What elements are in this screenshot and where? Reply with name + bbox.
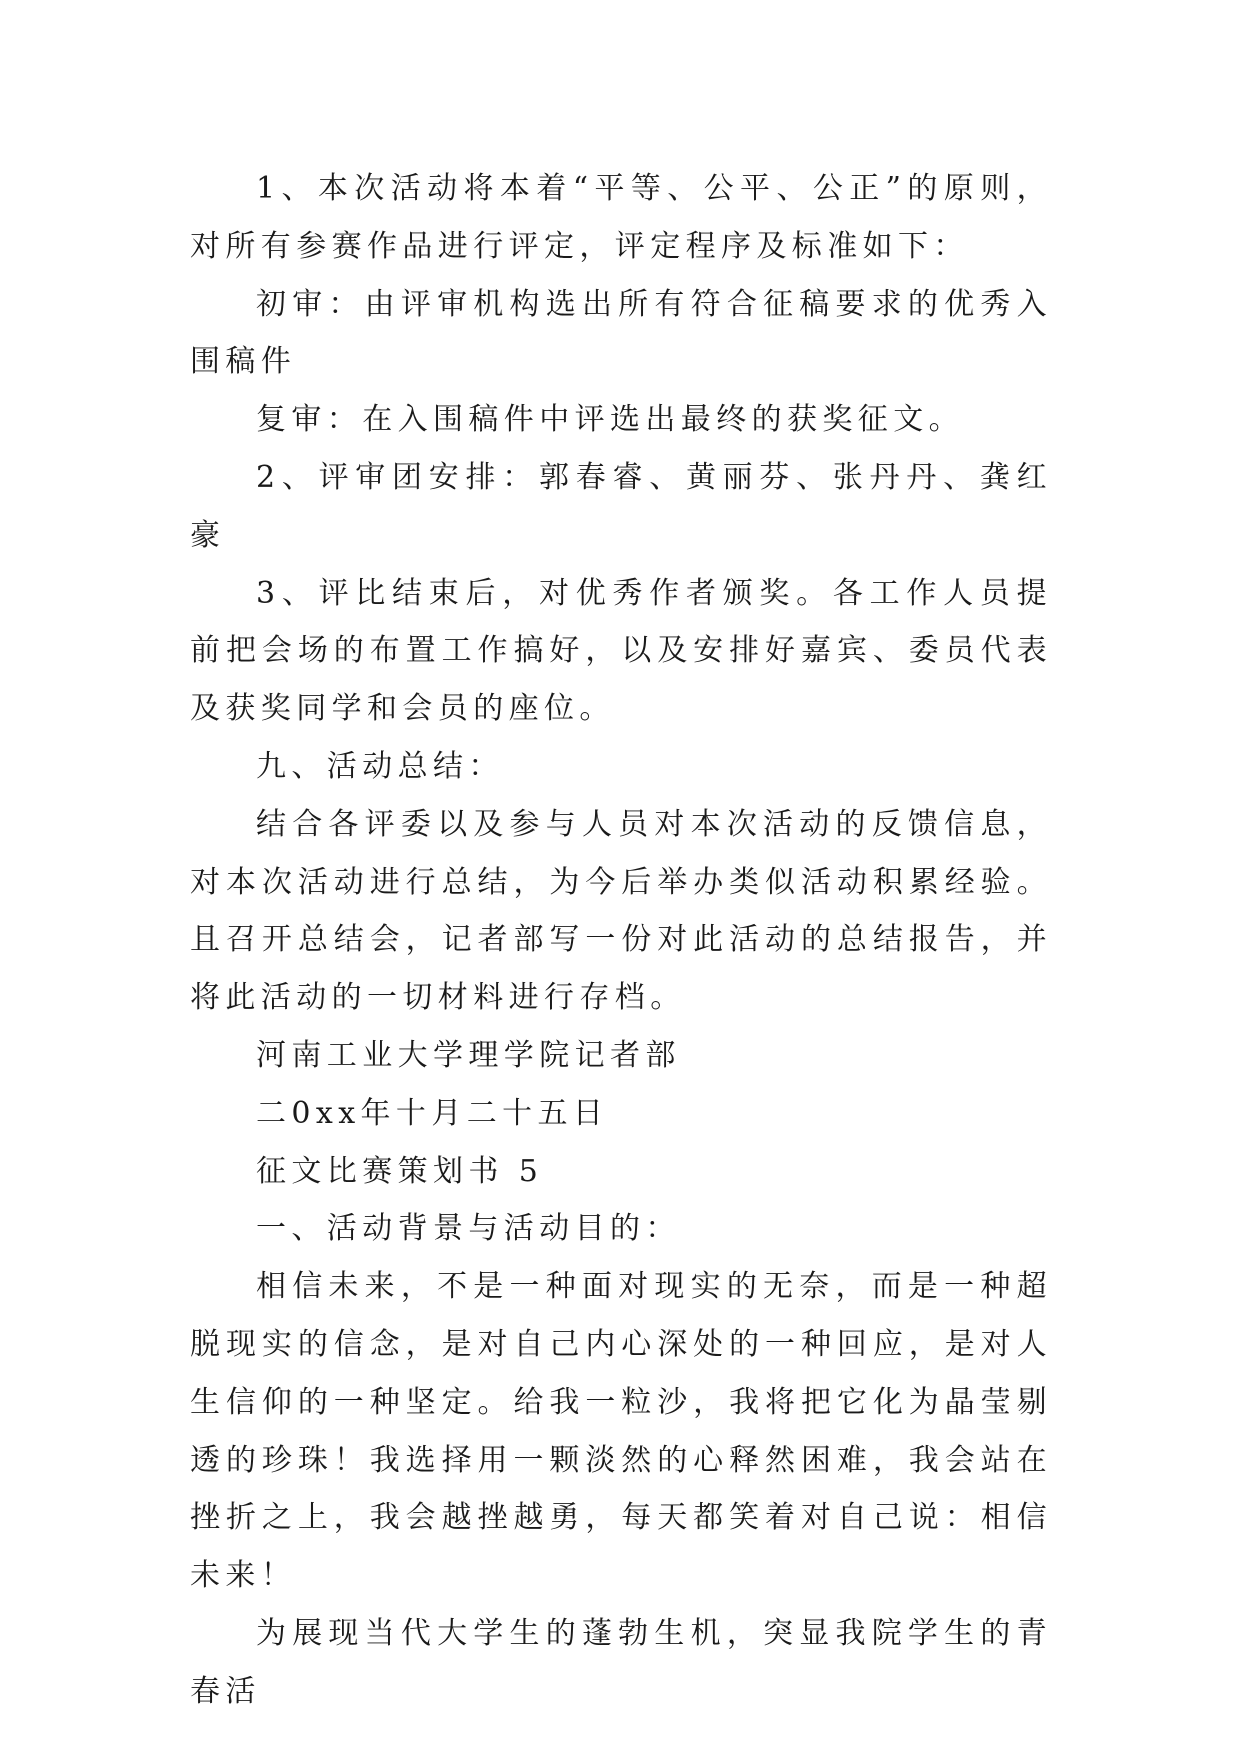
section-heading-summary: 九、活动总结： (256, 748, 504, 784)
paragraph-judging-panel: 2、评审团安排：郭春睿、黄丽芬、张丹丹、龚红豪 (190, 459, 1052, 553)
section-heading-background: 一、活动背景与活动目的： (256, 1211, 681, 1247)
paragraph-awards: 3、评比结束后，对优秀作者颁奖。各工作人员提前把会场的布置工作搞好，以及安排好嘉宾、委员代表及获奖同学和会员的座位。 (190, 575, 1052, 727)
paragraph-final-review: 复审：在入围稿件中评选出最终的获奖征文。 (256, 402, 964, 438)
paragraph-preliminary-review: 初审：由评审机构选出所有符合征稿要求的优秀入围稿件 (190, 286, 1052, 380)
signature-date: 二0xx年十月二十五日 (256, 1095, 609, 1131)
paragraph-summary: 结合各评委以及参与人员对本次活动的反馈信息，对本次活动进行总结，为今后举办类似活动积累经验。且召开总结会，记者部写一份对此活动的总结报告，并将此活动的一切材料进行存档。 (190, 806, 1052, 1016)
signature-organization: 河南工业大学理学院记者部 (256, 1037, 681, 1073)
document-title: 征文比赛策划书 5 (256, 1153, 544, 1189)
paragraph-purpose: 为展现当代大学生的蓬勃生机，突显我院学生的青春活 (190, 1615, 1052, 1709)
document-body (190, 160, 1052, 1721)
paragraph-evaluation-principle: 1、本次活动将本着“平等、公平、公正”的原则，对所有参赛作品进行评定，评定程序及标准如下： (190, 171, 1052, 264)
paragraph-background: 相信未来，不是一种面对现实的无奈，而是一种超脱现实的信念，是对自己内心深处的一种回应，是对人生信仰的一种坚定。给我一粒沙，我将把它化为晶莹剔透的珍珠！我选择用一颗淡然的心释然困难，我会站在挫折之上，我会越挫越勇，每天都笑着对自己说：相信未来！ (190, 1269, 1052, 1594)
